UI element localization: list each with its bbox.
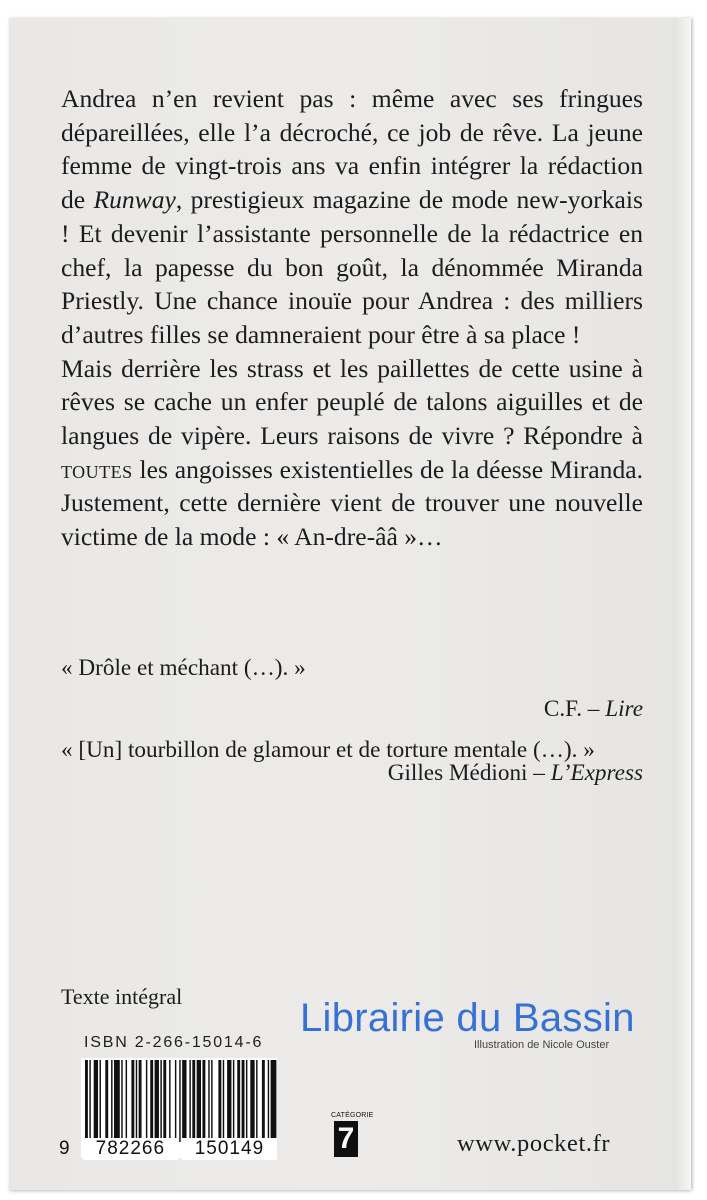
barcode-bar (192, 1060, 195, 1142)
category-label: CATÉGORIE (331, 1112, 374, 1119)
barcode-bar (227, 1060, 231, 1142)
press-quote-1 (61, 652, 643, 726)
barcode (59, 1058, 277, 1168)
blurb-p2-emphasis: toutes (61, 454, 133, 484)
blurb-paragraph-2 (61, 352, 643, 554)
barcode-bar (250, 1060, 254, 1142)
quote-author: Gilles Médioni – (387, 760, 551, 786)
isbn-number: ISBN 2-266-15014-6 (84, 1034, 264, 1051)
quote-text: « [Un] tourbillon de glamour et de torture mentale (…). » (61, 737, 595, 763)
barcode-digit-first: 9 (59, 1138, 70, 1159)
barcode-digit-group-1: 782266 (83, 1138, 178, 1160)
barcode-bar (223, 1060, 224, 1142)
texte-integral-label: Texte intégral (61, 984, 183, 1009)
barcode-bar (160, 1060, 161, 1142)
quote-publication: L’Express (550, 760, 643, 786)
barcode-bar (146, 1060, 147, 1142)
barcode-digits (59, 1138, 277, 1160)
quote-source (61, 693, 643, 726)
barcode-bar (94, 1060, 98, 1142)
barcode-bar (182, 1060, 186, 1142)
quote-author: C.F. – (543, 696, 606, 722)
cover-edge (673, 18, 691, 1190)
barcode-bar (246, 1060, 247, 1142)
blurb-p2-start: Mais derrière les strass et les paillettes de cette usine à rêves se cache un enfer peuplé de talons aiguilles et de langues de vipère. Leurs raisons de vivre ? Répondre à (61, 353, 643, 451)
barcode-bar (179, 1060, 180, 1142)
barcode-bar (233, 1060, 234, 1142)
magazine-title: Runway (93, 185, 176, 215)
barcode-bar (242, 1060, 245, 1142)
quote-publication: Lire (605, 696, 643, 722)
press-quote-2 (61, 734, 643, 790)
blurb-p2-end: les angoisses existentielles de la déesse Miranda. Justement, cette dernière vient de trouver une nouvelle victime de la mode : « An-dre-ââ »… (61, 454, 643, 552)
barcode-digit-group-2: 150149 (182, 1138, 277, 1160)
bookseller-watermark: Librairie du Bassin (300, 996, 635, 1040)
publisher-url: www.pocket.fr (457, 1130, 611, 1157)
barcode-bar (163, 1060, 166, 1142)
barcode-bar (197, 1060, 201, 1142)
barcode-bar (208, 1060, 209, 1142)
barcode-bar (237, 1060, 240, 1142)
barcode-bar (256, 1060, 257, 1142)
barcode-bar (121, 1060, 122, 1142)
blurb-p1-end: , prestigieux magazine de mode new-yorkais ! Et devenir l’assistante personnelle de la rédactrice en chef, la papesse du bon goût, la dénommée Miranda Priestly. Une chance inouïe pour Andrea : des milliers d’autres filles se damneraient pour être à sa place ! (61, 185, 643, 349)
barcode-bar (114, 1060, 120, 1142)
category-badge (331, 1112, 374, 1157)
barcode-bar (202, 1060, 205, 1142)
barcode-bar (111, 1060, 112, 1142)
barcode-bar (105, 1060, 108, 1142)
blurb-paragraph-1 (61, 82, 643, 352)
barcode-bar (189, 1060, 190, 1142)
barcode-bar (136, 1060, 137, 1142)
quote-text: « Drôle et méchant (…). » (61, 655, 306, 681)
barcode-bar (155, 1060, 159, 1142)
barcode-bar (169, 1060, 170, 1142)
blurb-text (61, 82, 643, 554)
barcode-bar (150, 1060, 153, 1142)
blurb-p1-start: Andrea n’en revient pas : même avec ses fringues dépareillées, elle l’a décroché, ce job de rêve. La jeune femme de vingt-trois ans va enfin intégrer la rédaction de (61, 84, 643, 215)
barcode-bar (218, 1060, 221, 1142)
barcode-bar (262, 1060, 265, 1142)
barcode-bar (100, 1060, 101, 1142)
barcode-bar (211, 1060, 212, 1142)
barcode-bar (126, 1060, 127, 1142)
barcode-bar (139, 1060, 142, 1142)
category-number: 7 (334, 1121, 358, 1157)
barcode-bar (131, 1060, 134, 1142)
illustration-credit: Illustration de Nicole Ouster (474, 1039, 610, 1051)
